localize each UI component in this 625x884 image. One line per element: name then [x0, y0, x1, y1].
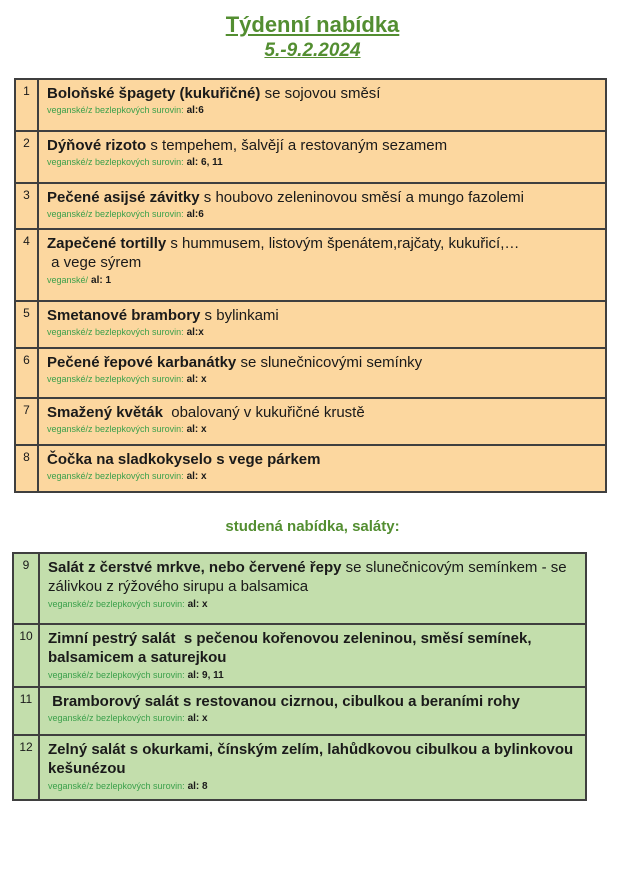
dish-line — [47, 136, 597, 155]
allergen-info: al: 9, 11 — [187, 669, 224, 681]
row-number: 9 — [14, 554, 40, 623]
diet-label — [47, 423, 597, 436]
allergen-info: al: 8 — [187, 780, 208, 792]
row-content — [40, 688, 585, 734]
dish-line — [48, 558, 577, 596]
diet-label-prefix: veganské/z bezlepkových surovin: — [48, 598, 185, 609]
date-range: 5.-9.2.2024 — [264, 40, 361, 62]
dish-name: Salát z čerstvé mrkve, nebo červené řepy — [48, 559, 342, 577]
diet-label — [48, 669, 577, 682]
table-row — [16, 80, 605, 130]
row-number: 7 — [16, 399, 39, 444]
dish-desc: se slunečnicovými semínky — [236, 354, 423, 372]
dish-desc: obalovaný v kukuřičné krustě — [162, 404, 365, 422]
row-number: 11 — [14, 688, 40, 734]
table-row — [14, 623, 585, 686]
allergen-info: al:x — [186, 327, 204, 339]
diet-label-prefix: veganské/z bezlepkových surovin: — [47, 209, 184, 220]
diet-label — [48, 598, 577, 611]
allergen-info: al: x — [186, 424, 207, 436]
table-row — [16, 228, 605, 300]
cold-menu-table — [12, 552, 587, 801]
row-number: 3 — [16, 184, 39, 228]
row-number: 8 — [16, 446, 39, 491]
table-row — [16, 300, 605, 347]
table-row — [16, 347, 605, 397]
hot-menu-table — [14, 78, 607, 493]
dish-line — [47, 353, 597, 372]
diet-label-prefix: veganské/z bezlepkových surovin: — [47, 424, 184, 435]
cold-menu-section-title: studená nabídka, saláty: — [225, 518, 400, 536]
table-row — [14, 686, 585, 734]
diet-label-prefix: veganské/z bezlepkových surovin: — [47, 105, 184, 116]
dish-desc-line2: a vege sýrem — [47, 254, 142, 272]
diet-label-prefix: veganské/z bezlepkových surovin: — [47, 327, 184, 338]
allergen-info: al: x — [187, 598, 208, 610]
page-title: Týdenní nabídka — [225, 12, 400, 37]
row-content — [39, 349, 605, 397]
row-content — [39, 399, 605, 444]
dish-name: Zapečené tortilly — [47, 235, 167, 253]
dish-line — [47, 403, 597, 422]
dish-desc: se slunečnicovým semínkem - se zálivkou z rýžového sirupu a balsamica — [48, 559, 571, 596]
row-content — [39, 446, 605, 491]
row-content — [39, 132, 605, 182]
table-row — [16, 397, 605, 444]
dish-desc: s houbovo zeleninovou směsí a mungo fazolemi — [199, 189, 524, 207]
diet-label-prefix: veganské/ — [47, 274, 89, 285]
table-row — [16, 182, 605, 228]
diet-label — [48, 780, 577, 793]
dish-name: Dýňové rizoto — [47, 137, 147, 155]
diet-label — [47, 326, 597, 339]
dish-line — [47, 84, 597, 103]
diet-label — [47, 274, 597, 287]
dish-name: Smažený květák — [47, 404, 163, 422]
dish-line — [47, 306, 597, 325]
diet-label-prefix: veganské/z bezlepkových surovin: — [48, 669, 185, 680]
dish-name: Pečené řepové karbanátky — [47, 354, 237, 372]
dish-line — [48, 629, 577, 667]
row-content — [40, 625, 585, 686]
row-number: 4 — [16, 230, 39, 300]
dish-name: Zimní pestrý salát s pečenou kořenovou zeleninou, směsí semínek, balsamicem a saturejkou — [48, 630, 536, 667]
diet-label — [47, 208, 597, 221]
dish-name: Čočka na sladkokyselo s vege párkem — [47, 451, 321, 469]
row-content — [39, 302, 605, 347]
diet-label-prefix: veganské/z bezlepkových surovin: — [47, 471, 184, 482]
allergen-info: al: 6, 11 — [186, 157, 223, 169]
dish-line — [47, 188, 597, 207]
dish-name: Zelný salát s okurkami, čínským zelím, lahůdkovou cibulkou a bylinkovou kešunézou — [48, 741, 578, 778]
row-number: 2 — [16, 132, 39, 182]
row-content — [40, 736, 585, 799]
diet-label-prefix: veganské/z bezlepkových surovin: — [47, 374, 184, 385]
table-row — [14, 734, 585, 799]
row-content — [39, 184, 605, 228]
diet-label — [48, 712, 577, 725]
row-content — [39, 230, 605, 300]
allergen-info: al: x — [187, 713, 208, 725]
row-number: 6 — [16, 349, 39, 397]
row-number: 5 — [16, 302, 39, 347]
dish-desc: s tempehem, šalvějí a restovaným sezamem — [146, 137, 448, 155]
dish-line — [47, 450, 597, 469]
allergen-info: al: x — [186, 374, 207, 386]
diet-label — [47, 104, 597, 117]
diet-label-prefix: veganské/z bezlepkových surovin: — [48, 713, 185, 724]
dish-line — [48, 692, 577, 711]
row-number: 10 — [14, 625, 40, 686]
dish-desc: s bylinkami — [200, 307, 279, 325]
table-row — [16, 444, 605, 491]
dish-name: Pečené asijsé závitky — [47, 189, 200, 207]
diet-label — [47, 373, 597, 386]
diet-label-prefix: veganské/z bezlepkových surovin: — [47, 157, 184, 168]
allergen-info: al: 1 — [91, 274, 112, 286]
dish-name: Boloňské špagety (kukuřičné) — [47, 85, 261, 103]
allergen-info: al: x — [186, 471, 207, 483]
diet-label — [47, 470, 597, 483]
dish-name: Bramborový salát s restovanou cizrnou, cibulkou a beraními rohy — [48, 693, 520, 711]
dish-line — [48, 740, 577, 778]
table-row — [16, 130, 605, 182]
table-row — [14, 554, 585, 623]
dish-desc: se sojovou směsí — [260, 85, 381, 103]
allergen-info: al:6 — [186, 209, 204, 221]
dish-desc: s hummusem, listovým špenátem,rajčaty, kukuřicí,… — [166, 235, 520, 253]
diet-label — [47, 156, 597, 169]
dish-name: Smetanové brambory — [47, 307, 201, 325]
diet-label-prefix: veganské/z bezlepkových surovin: — [48, 780, 185, 791]
dish-line — [47, 234, 597, 272]
row-number: 12 — [14, 736, 40, 799]
allergen-info: al:6 — [186, 105, 204, 117]
row-content — [39, 80, 605, 130]
row-content — [40, 554, 585, 623]
row-number: 1 — [16, 80, 39, 130]
